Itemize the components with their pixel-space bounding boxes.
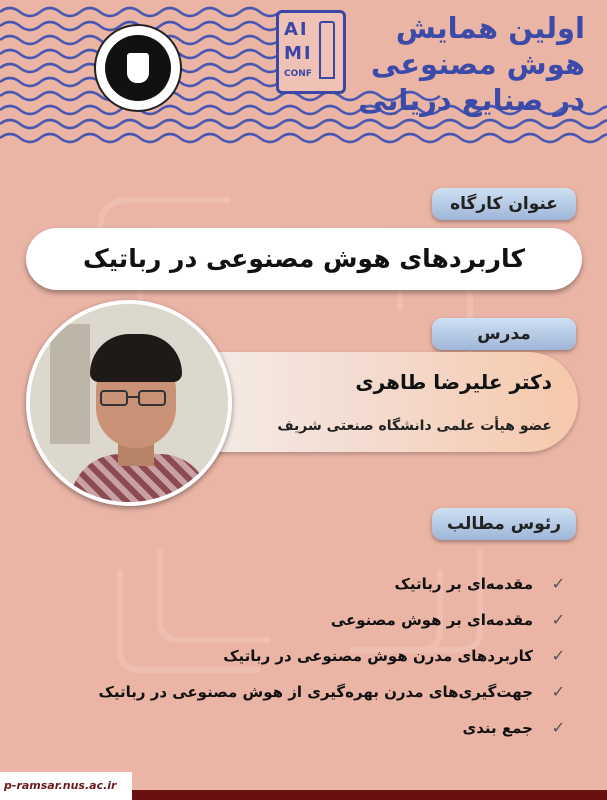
instructor-affiliation: عضو هیأت علمی دانشگاه صنعتی شریف bbox=[277, 418, 552, 434]
conference-logo-line1: AI bbox=[284, 19, 309, 40]
outline-item-text: کاربردهای مدرن هوش مصنوعی در رباتیک bbox=[223, 647, 533, 665]
outline-label: رئوس مطالب bbox=[432, 508, 576, 540]
outline-item-text: جهت‌گیری‌های مدرن بهره‌گیری از هوش مصنوعی در رباتیک bbox=[98, 683, 533, 701]
workshop-title: کاربردهای هوش مصنوعی در رباتیک bbox=[26, 228, 582, 290]
outline-list bbox=[98, 566, 571, 746]
instructor-photo bbox=[26, 300, 232, 506]
list-item bbox=[101, 638, 571, 674]
check-icon: ✓ bbox=[551, 718, 565, 737]
list-item bbox=[101, 566, 571, 602]
conference-title: اولین همایش هوش مصنوعی در صنایع دریایی bbox=[358, 11, 585, 117]
check-icon: ✓ bbox=[551, 682, 565, 701]
source-link[interactable]: p-ramsar.nus.ac.ir bbox=[0, 772, 132, 800]
lighthouse-icon bbox=[319, 21, 335, 79]
conference-logo-line2: MI bbox=[284, 43, 313, 64]
list-item bbox=[101, 710, 571, 746]
instructor-label: مدرس bbox=[432, 318, 576, 350]
check-icon: ✓ bbox=[551, 574, 565, 593]
instructor-name: دکتر علیرضا طاهری bbox=[355, 370, 552, 394]
instructor-card bbox=[200, 352, 578, 452]
list-item bbox=[101, 602, 571, 638]
outline-item-text: مقدمه‌ای بر هوش مصنوعی bbox=[330, 611, 533, 629]
check-icon: ✓ bbox=[551, 646, 565, 665]
check-icon: ✓ bbox=[551, 610, 565, 629]
footer-bar bbox=[132, 790, 607, 800]
conference-logo-line3: CONF bbox=[284, 69, 312, 79]
list-item bbox=[98, 674, 571, 710]
workshop-topic-label: عنوان کارگاه bbox=[432, 188, 576, 220]
outline-item-text: مقدمه‌ای بر رباتیک bbox=[394, 575, 533, 593]
sharif-university-logo-icon bbox=[94, 24, 182, 112]
outline-item-text: جمع بندی bbox=[462, 719, 533, 737]
